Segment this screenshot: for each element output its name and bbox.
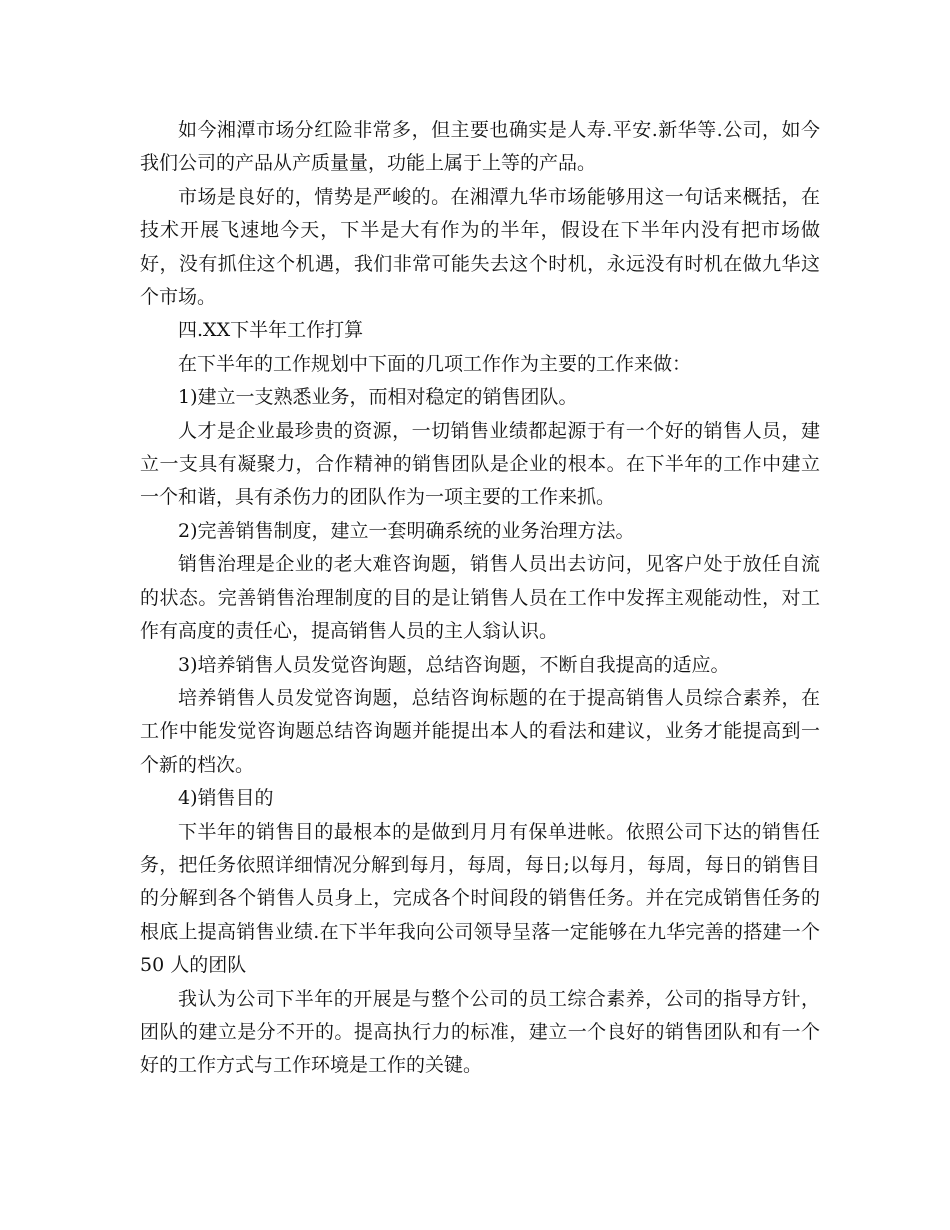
section-heading-plan: 四.XX下半年工作打算 bbox=[178, 319, 364, 342]
item-heading-2: 2)完善销售制度，建立一套明确系统的业务治理方法。 bbox=[178, 519, 635, 542]
item-heading-4: 4)销售目的 bbox=[178, 787, 274, 810]
paragraph-market-overview: 如今湘潭市场分红险非常多，但主要也确实是人寿.平安.新华等.公司，如今我们公司的产品从产质量量，功能上属于上等的产品。 bbox=[140, 119, 820, 175]
item-heading-1: 1)建立一支熟悉业务，而相对稳定的销售团队。 bbox=[178, 386, 578, 409]
paragraph-plan-intro: 在下半年的工作规划中下面的几项工作作为主要的工作来做： bbox=[178, 352, 692, 375]
paragraph-sales-management: 销售治理是企业的老大难咨询题，销售人员出去访问，见客户处于放任自流的状态。完善销售治理制度的目的是让销售人员在工作中发挥主观能动性，对工作有高度的责任心，提高销售人员的主人翁认识。 bbox=[140, 553, 820, 643]
item-heading-3: 3)培养销售人员发觉咨询题，总结咨询题，不断自我提高的适应。 bbox=[178, 653, 730, 676]
paragraph-team-building: 人才是企业最珍贵的资源，一切销售业绩都起源于有一个好的销售人员，建立一支具有凝聚力，合作精神的销售团队是企业的根本。在下半年的工作中建立一个和谐，具有杀伤力的团队作为一项主要的工作来抓。 bbox=[140, 419, 820, 509]
paragraph-market-situation: 市场是良好的，情势是严峻的。在湘潭九华市场能够用这一句话来概括，在技术开展飞速地今天，下半是大有作为的半年，假设在下半年内没有把市场做好，没有抓住这个机遇，我们非常可能失去这个时机，永远没有时机在做九华这个市场。 bbox=[140, 185, 820, 309]
paragraph-conclusion: 我认为公司下半年的开展是与整个公司的员工综合素养，公司的指导方针，团队的建立是分不开的。提高执行力的标准，建立一个良好的销售团队和有一个好的工作方式与工作环境是工作的关键。 bbox=[140, 987, 820, 1077]
document-body bbox=[140, 114, 820, 1083]
paragraph-sales-goals: 下半年的销售目的最根本的是做到月月有保单进帐。依照公司下达的销售任务，把任务依照详细情况分解到每月，每周，每日;以每月，每周，每日的销售目的分解到各个销售人员身上，完成各个时间段的销售任务。并在完成销售任务的根底上提高销售业绩.在下半年我向公司领导呈落一定能够在九华完善的搭建一个 50 人的团队 bbox=[140, 820, 820, 977]
paragraph-staff-training: 培养销售人员发觉咨询题，总结咨询标题的在于提高销售人员综合素养，在工作中能发觉咨询题总结咨询题并能提出本人的看法和建议，业务才能提高到一个新的档次。 bbox=[140, 686, 820, 776]
